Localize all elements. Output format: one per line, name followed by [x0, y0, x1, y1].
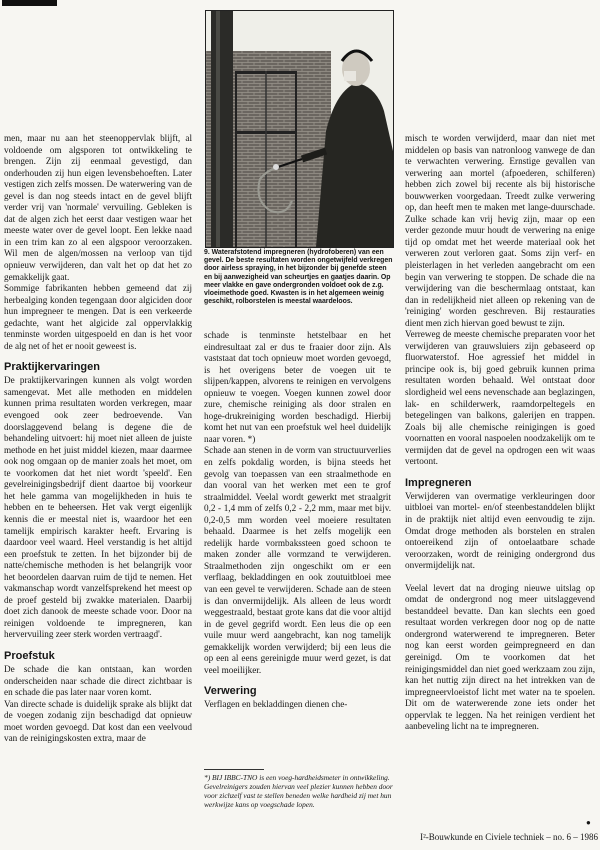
paragraph: Van directe schade is duidelijk sprake als blijkt dat de voegen zodanig zijn beschadigd dat opnieuw moet worden gevoegd. Dat kost dan een veelvoud van de reinigingskosten extra, maar de — [4, 698, 192, 744]
section-heading-praktijkervaringen: Praktijkervaringen — [4, 361, 100, 374]
section-heading-impregneren: Impregneren — [405, 476, 472, 489]
paragraph: Verflagen en bekladdingen dienen che- — [204, 699, 348, 710]
photo-worker-spraying-facade — [205, 10, 394, 248]
section-heading-verwering: Verwering — [204, 685, 257, 698]
paragraph: Verwijderen van overmatige verkleuringen door uitbloei van mortel- en/of steenbestanddelen blijkt in de praktijk niet altijd even eenvoudig te zijn. Omdat droge methoden als borstelen en stralen ontoereikend zijn of ontoelaatbare schade veroorzaken, wordt de reiniging ondergrond dus onvermijdelijk nat. — [405, 490, 595, 571]
footnote-rule — [204, 769, 264, 770]
footnote: *) BIJ IBBC-TNO is een voeg-hardheidsmeter in ontwikkeling. Gevelreinigers zouden hiervan veel plezier kunnen hebben door voor zichzelf vast te stellen beneden welke hardheid zij met hun werkwijze kans op voegschade lopen. — [204, 773, 393, 810]
paragraph: Veelal levert dat na droging nieuwe uitslag op omdat de ondergrond nog meer uitslaggevend bestanddeel bevatte. Dan kan slechts een goed resultaat worden verkregen door nog op de natte ondergrond waterwerend te impregneren. Beter nog kan eerst worden geimpregneerd en dan gereinigd. Om te voorkomen dat het reinigingsmiddel dan niet goed werkzaam zou zijn, kan het nuttig zijn direct na het intrekken van de impregneervloeistof licht met water na te spoelen. Dit om de waterwerende zone iets onder het oppervlak te leggen. Na het reinigen verdient het aanbeveling licht na te impregneren. — [405, 582, 595, 732]
top-rule — [2, 0, 57, 6]
column-middle — [204, 330, 391, 711]
column-left — [4, 133, 192, 745]
paragraph: De praktijkervaringen kunnen als volgt worden samengevat. Met alle methoden en middelen kunnen prima resultaten worden verkregen, maar evengoed ook zeer bedroevende. Van doorslaggevend belang is degene die de behandeling uitvoert: hij moet niet alleen de juiste methode en het juist middel kiezen, maar daarmee ook nog omgaan op de manier zoals het moet, om te voorkomen dat het niet wordt 'speeld'. Een gevelreinigingsbedrijf dient daartoe bij voorkeur het hele gamma van mogelijkheden in huis te hebben en te beheersen. Het vak vergt eigenlijk kennis die er meestal niet is, waardoor het een tamelijk empirisch karakter heeft. Ervaring is daardoor veel waard. Heel verstandig is het altijd een proefstuk te zetten. In het bijzonder bij de natte/chemische methoden is het belangrijk voor het beoordelen daarvan ruim de tijd te nemen. Het vakmanschap wordt vanzelfsprekend het meest op de proef gesteld bij zwakke materialen. Daarbij doet zich danook de meeste schade voor. Door na reinigen voldoende te impregneren, kan hervervuiling zeer sterk worden vertraagd'. — [4, 375, 192, 640]
paragraph: misch te worden verwijderd, maar dan niet met middelen op basis van natronloog vanwege de dan te verwachten verwering. Ernstige gevallen van verwering aan mortel (afpoederen, schilferen) hebben zich zowel bij recente als bij historische bouwwerken voorgedaan. Treedt zulke verwering op, dan heeft men te maken met lange-duurschade. Zulke schade kan vrij hevig zijn, maar op een verder gezonde muur houdt de verwering na enige tijd op omdat met het weerde materiaal ook het verweren zout verloren gaat. Soms zijn verf- en pleisterlagen in het verleden aangebracht om een begin van verwering te stoppen. De schade die na verwijdering van die beschermlaag ontstaat, kan dan in redelijkheid niet alleen op rekening van de 'reiniging' worden geschreven. Bij restauraties dient men zich hiervan goed bewust te zijn. — [405, 133, 595, 328]
page-footer: I²-Bouwkunde en Civiele techniek – no. 6 – 1986 — [420, 832, 598, 842]
paragraph: De schade die kan ontstaan, kan worden onderscheiden naar schade die direct zichtbaar is en schade die pas later naar voren komt. — [4, 663, 192, 698]
paragraph: men, maar nu aan het steenoppervlak blijft, al voldoende om algsporen tot ontwikkeling te brengen. Zijn zij eenmaal gevestigd, dan onderhouden zij hun eigen levensbehoeften. Later vestigen zich zelfs mossen. De waterwering van de gevel is dan nog steeds intact en de gevel blijft verder vrij van 'normale' vervuiling. Gebleken is dat de algen zich het eerst daar vestigen waar het meeste water over de gevel loopt. Een lekke naad in een trim kan zo al een algspoor veroorzaken. Wil men de algen/mossen na verloop van tijd opnieuw verwijderen, dan valt het op dat het zo gemakkelijk gaat. — [4, 133, 192, 282]
paragraph: Schade aan stenen in de vorm van structuurverlies en zelfs pokdalig worden, is bijna steeds het gevolg van toepassen van een straalmethode en dan vooral van het werken met een te grof straalmiddel. Veelal wordt gewerkt met straalgrit 0,2 - 1,4 mm of zelfs 0,2 - 2,2 mm, maar met bijv. 0,2-0,5 mm worden veel moeiere resultaten behaald. Daarmee is het zelfs mogelijk een redelijk harde vormbakssteen goed schoon te maken zonder alle vormzand te verwijderen. Straalmethoden zijn ongeschikt om er een verflaag, bekladdingen en ook zoutuitbloei mee van een gevel te verwijderen. Schade aan de steen is dan onvermijdelijk. Als alleen de leus wordt weggestraald, bestaat grote kans dat die voor altijd in de gevel gegrifd wordt. Een leus die op een vuile muur werd aangebracht, kan nog tamelijk gemakkelijk worden verwijderd; bij een leus die op een al eens gereinigde muur werd gezet, is dat veel moeilijker. — [204, 445, 391, 675]
column-right — [405, 133, 595, 733]
end-mark-icon: ● — [586, 818, 591, 827]
photo-caption: 9. Waterafstotend impregneren (hydrofoberen) van een gevel. De beste resultaten worden ongetwijfeld verkregen door airless spraying, in het bijzonder bij genefde steen en bij aanwezigheid van scheurtjes en gaatjes daarin. Op meer vlakke en gave ondergronden voldoet ook de z.g. vloeimethode goed. Kwasten is in het algemeen weinig geschikt, rolborstelen is meestal waardeloos. — [204, 249, 393, 306]
paragraph: Verreweg de meeste chemische preparaten voor het verwijderen van grauwsluiers zijn gebaseerd op fluorwaterstof. Hoe agressief het middel in principe ook is, bij goed gebruik kunnen prima resultaten worden behaald. Wel ontstaat door slordigheid wel eens nevenschade aan beglazingen, lak- en schilderwerk, raamdorpeltegels en betegelingen van balkons, galerijen en trappen. Zoals bij alle chemische reinigingen is goed voornatten en vooral naspoelen noodzakelijk om te vermijden dat de gevel na opdrogen een wit waas vertoont. — [405, 329, 595, 467]
section-heading-proefstuk: Proefstuk — [4, 649, 55, 662]
paragraph: schade is tenminste hetstelbaar en het eindresultaat zal er dus te fraaier door zijn. Als vaststaat dat toch opnieuw moet worden gevoegd, is het overigens beter de voegen uit te slijpen/kappen, alvorens te reinigen en vervolgens opnieuw te voegen. Voegen kunnen zowel door zure, chemische reiniging als door stralen en hoge-drukreiniging worden beschadigd. Hierbij komt het nut van een proefstuk wel heel duidelijk naar voren. *) — [204, 330, 391, 444]
paragraph: Sommige fabrikanten hebben gemeend dat zij herbealging konden tegengaan door algiciden door hun impregneer te mengen. Dat is een verkeerde gedachte, want het algicide zal oppervlakkig tenminste worden uitgespoeld en dan is het voor de alg net of het er nooit geweest is. — [4, 283, 192, 351]
